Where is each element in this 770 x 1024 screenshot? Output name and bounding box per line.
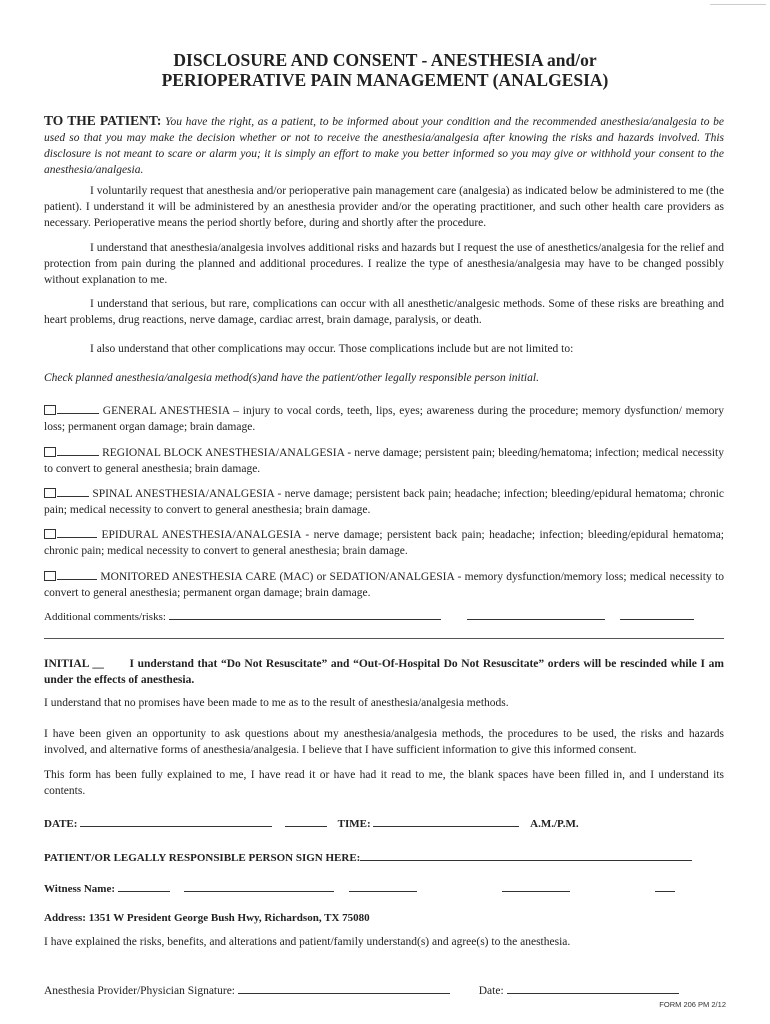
method-risks: - nerve damage; persistent back pain; headache; infection; bleeding/epidural hematoma; chronic pain; medical necessity to convert to general anesthesia; brain damage. — [44, 529, 725, 557]
method-general — [44, 402, 724, 435]
paragraph-complications: I understand that serious, but rare, complications can occur with all anesthetic/analgesic methods. Some of these risks are breathing and heart problems, drug reactions, nerve damage, cardiac arrest, brain damage, paralysis, or death. — [44, 298, 724, 326]
additional-comments-blank-2[interactable] — [467, 608, 605, 620]
date-field[interactable] — [80, 815, 272, 827]
statement-no-promises: I understand that no promises have been made to me as to the result of anesthesia/analgesia methods. — [44, 697, 509, 709]
witness-field-2[interactable] — [184, 880, 334, 892]
method-checkbox[interactable] — [44, 488, 56, 498]
witness-field-5[interactable] — [655, 880, 675, 892]
provider-sig-field[interactable] — [238, 982, 450, 994]
paragraph-request: I voluntarily request that anesthesia and/or perioperative pain management care (analgesia) as indicated below be administered to me (the patient). I understand it will be administered by an anesthesia provider and/or the operating practitioner, and such other health care providers as necessary. Perioperative means the period shortly before, during and shortly after the procedure. — [44, 185, 724, 229]
method-mac — [44, 568, 724, 601]
patient-sign-field[interactable] — [360, 849, 692, 861]
dnr-section — [44, 656, 724, 688]
witness-row — [44, 880, 724, 895]
form-code: FORM 206 PM 2/12 — [659, 1000, 726, 1009]
statement-questions: I have been given an opportunity to ask questions about my anesthesia/analgesia methods, the procedures to be used, the risks and hazards involved, and alternative forms of anesthesia/analgesia. I believe that I have sufficient information to give this informed consent. — [44, 728, 724, 756]
method-name: EPIDURAL ANESTHESIA/ANALGESIA — [101, 529, 301, 541]
additional-comments-blank-3[interactable] — [620, 608, 694, 620]
method-epidural — [44, 526, 724, 559]
method-checkbox[interactable] — [44, 529, 56, 539]
method-instruction: Check planned anesthesia/analgesia method(s)and have the patient/other legally responsible person initial. — [44, 372, 539, 384]
method-risks: - nerve damage; persistent back pain; headache; infection; bleeding/epidural hematoma; chronic pain; medical necessity to convert to general anesthesia; brain damage. — [44, 488, 725, 516]
date-label: DATE: — [44, 818, 78, 830]
time-label: TIME: — [337, 818, 371, 830]
provider-explained: I have explained the risks, benefits, and alterations and patient/family understand(s) and agree(s) to the anesthesia. — [44, 936, 571, 948]
ampm-label: A.M./P.M. — [530, 818, 579, 830]
divider — [44, 638, 724, 639]
corner-mark — [710, 0, 766, 5]
patient-sign-label: PATIENT/OR LEGALLY RESPONSIBLE PERSON SIGN HERE: — [44, 852, 361, 864]
form-title — [0, 50, 770, 90]
paragraph-risks: I understand that anesthesia/analgesia involves additional risks and hazards but I request the use of anesthetics/analgesia for the relief and protection from pain during the planned and additional procedures. I realize the type of anesthesia/analgesia may have to be changed possibly without explanation to me. — [44, 242, 724, 286]
initial-blank[interactable] — [57, 444, 99, 456]
address: Address: 1351 W President George Bush Hwy, Richardson, TX 75080 — [44, 912, 370, 924]
method-risks: - nerve damage; persistent pain; bleeding/hematoma; infection; medical necessity to convert to general anesthesia; brain damage. — [44, 447, 724, 475]
provider-date-field[interactable] — [507, 982, 679, 994]
method-name: GENERAL ANESTHESIA — [102, 405, 230, 417]
witness-field-4[interactable] — [502, 880, 570, 892]
to-patient-text: You have the right, as a patient, to be informed about your condition and the recommended anesthesia/analgesia to be used so that you may make the decision whether or not to receive the anesthesia/analgesia after knowing the risks and hazards involved. This disclosure is not meant to scare or alarm you; it is simply an effort to make you better informed so you may give or withhold your consent to the anesthesia/analgesia. — [44, 116, 725, 176]
method-name: MONITORED ANESTHESIA CARE (MAC) or SEDATION/ANALGESIA — [100, 571, 455, 583]
time-field[interactable] — [373, 815, 519, 827]
provider-date-label: Date: — [478, 985, 504, 997]
method-spinal — [44, 485, 724, 518]
paragraph-other-complications: I also understand that other complications may occur. Those complications include but are not limited to: — [90, 343, 574, 355]
provider-signature-row — [44, 982, 724, 997]
method-checkbox[interactable] — [44, 405, 56, 415]
date-time-row — [44, 815, 724, 830]
date-field-2[interactable] — [285, 815, 327, 827]
additional-comments-label: Additional comments/risks: — [44, 611, 166, 623]
title-line-1: DISCLOSURE AND CONSENT - ANESTHESIA and/or — [173, 50, 597, 70]
method-risks: - memory dysfunction/memory loss; medical necessity to convert to general anesthesia; permanent organ damage; brain damage. — [44, 571, 725, 599]
dnr-initial[interactable]: INITIAL __ — [44, 658, 104, 670]
to-patient-heading: TO THE PATIENT: — [44, 113, 162, 128]
provider-sig-label: Anesthesia Provider/Physician Signature: — [44, 985, 235, 997]
method-regional — [44, 444, 724, 477]
to-patient-section — [44, 113, 724, 178]
additional-comments-row — [44, 608, 724, 623]
initial-blank[interactable] — [57, 568, 97, 580]
statement-explained: This form has been fully explained to me, I have read it or have had it read to me, the blank spaces have been filled in, and I understand its contents. — [44, 769, 724, 797]
initial-blank[interactable] — [57, 526, 97, 538]
witness-field-3[interactable] — [349, 880, 417, 892]
method-name: SPINAL ANESTHESIA/ANALGESIA — [92, 488, 275, 500]
witness-field-1[interactable] — [118, 880, 170, 892]
patient-sign-row — [44, 849, 724, 864]
method-checkbox[interactable] — [44, 571, 56, 581]
dnr-text: I understand that “Do Not Resuscitate” and “Out-Of-Hospital Do Not Resuscitate” orders will be rescinded while I am under the effects of anesthesia. — [44, 658, 724, 686]
initial-blank[interactable] — [57, 485, 89, 497]
additional-comments-blank-1[interactable] — [169, 608, 441, 620]
initial-blank[interactable] — [57, 402, 99, 414]
method-checkbox[interactable] — [44, 447, 56, 457]
method-name: REGIONAL BLOCK ANESTHESIA/ANALGESIA — [102, 447, 345, 459]
title-line-2: PERIOPERATIVE PAIN MANAGEMENT (ANALGESIA) — [161, 70, 609, 90]
witness-label: Witness Name: — [44, 883, 115, 895]
method-risks: – injury to vocal cords, teeth, lips, eyes; awareness during the procedure; memory dysfunction/ memory loss; permanent organ damage; brain damage. — [44, 405, 724, 433]
